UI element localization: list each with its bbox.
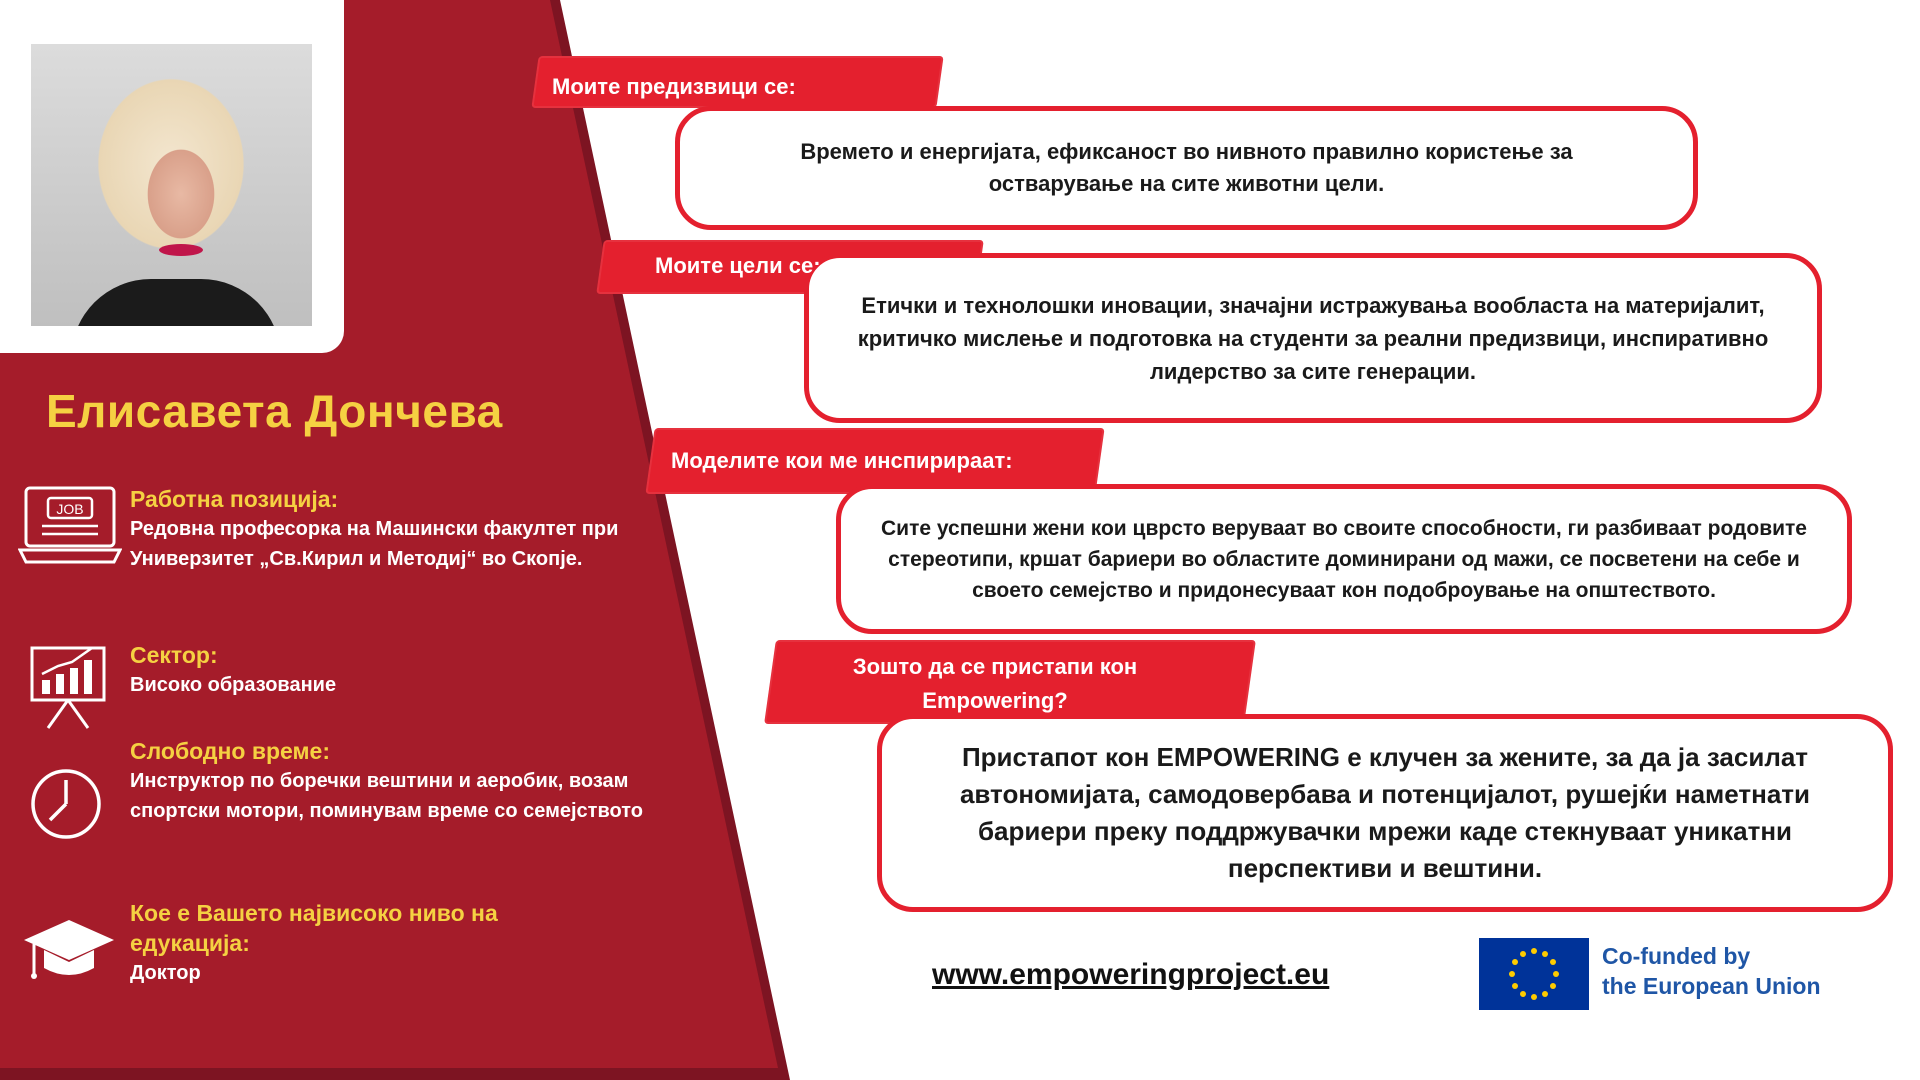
info-value: Доктор	[130, 962, 201, 984]
info-value: Високо образование	[130, 674, 337, 696]
info-label: Работна позиција:	[130, 486, 339, 512]
website-link[interactable]: www.empoweringproject.eu	[932, 958, 1330, 991]
info-education	[130, 898, 600, 988]
info-label: Слободно време:	[130, 738, 330, 764]
challenges-text: Времето и енергијата, ефиксаност во нивното правилно користење за остварување на сите животни цели.	[800, 139, 1573, 196]
goals-text: Етички и технолошки иновации, значајни истражувања вообласта на материјалит, критичко мислење и подготовка на студенти за реални предизвици, инспиративно лидерство за сите генерации.	[857, 292, 1769, 384]
info-free-time	[130, 736, 670, 826]
info-value: Инструктор по боречки вештини и аеробик, возам спортски мотори, поминувам време со семејството	[130, 770, 643, 822]
info-value: Редовна професорка на Машински факултет при Универзитет „Св.Кирил и Методиј“ во Скопје.	[130, 518, 619, 570]
eu-line-2: the European Union	[1602, 973, 1821, 999]
graduation-cap-icon	[22, 916, 116, 986]
why-heading: Зошто да се пристапи кон Empowering?	[852, 654, 1138, 713]
info-sector	[130, 640, 670, 700]
portrait-photo	[31, 44, 312, 326]
eu-line-1: Co-funded by	[1602, 943, 1751, 969]
models-heading: Моделите кои ме инспирираат:	[671, 448, 1013, 473]
challenges-bubble	[675, 106, 1698, 230]
eu-cofunded-text	[1602, 941, 1821, 1001]
why-text: Пристапот кон EMPOWERING е клучен за жените, за да ја засилат автономијата, самодовербава и потенцијалот, рушејќи наметнати бариери преку поддржувачки мрежи каде стекнуваат уникатни перспективи и вештини.	[959, 742, 1811, 883]
models-bubble	[836, 484, 1852, 634]
clock-icon	[28, 766, 104, 842]
challenges-heading: Моите предизвици се:	[552, 74, 796, 99]
goals-heading: Моите цели се:	[655, 253, 821, 278]
job-laptop-icon	[18, 484, 122, 570]
photo-card	[0, 0, 344, 353]
portrait-lips	[159, 244, 203, 256]
models-text: Сите успешни жени кои цврсто веруваат во своите способности, ги разбиваат родовите стереотипи, кршат бариери во областите доминирани од мажи, се посветени на себе и своето семејство и придонесуваат кон подоброување на општеството.	[881, 516, 1807, 602]
info-label: Кое е Вашето највисоко ниво на едукација:	[130, 900, 498, 956]
info-label: Сектор:	[130, 642, 218, 668]
eu-flag-icon	[1479, 938, 1589, 1010]
svg-text:JOB: JOB	[56, 501, 84, 517]
chart-easel-icon	[28, 640, 108, 730]
portrait-shoulders	[71, 279, 281, 326]
why-bubble	[877, 714, 1893, 912]
profile-name: Елисавета Дончева	[46, 385, 503, 437]
info-job	[130, 484, 670, 574]
goals-bubble	[804, 253, 1822, 423]
